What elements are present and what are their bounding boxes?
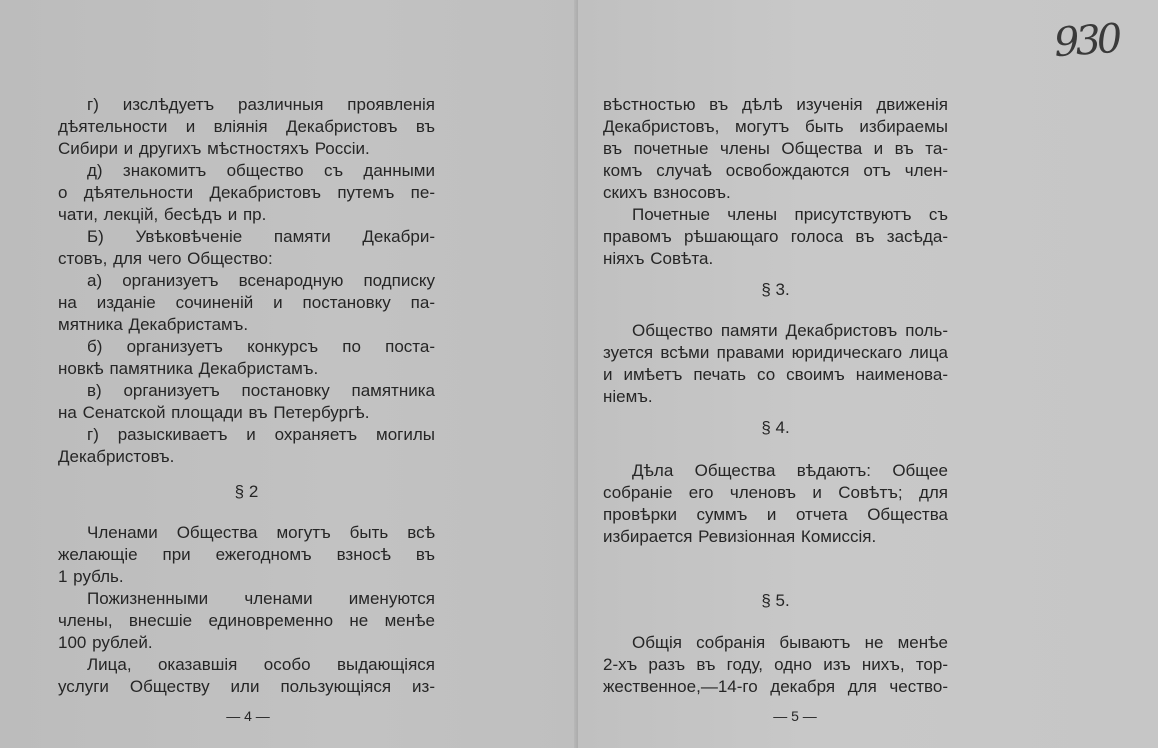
- text-line: 100 рублей.: [58, 633, 153, 652]
- text-line: жественное,—14-го декабря для чество-: [603, 677, 948, 696]
- text-line: Почетные члены присутствуютъ съ: [632, 205, 948, 224]
- text-line: д) знакомитъ общество съ данными: [87, 161, 435, 180]
- archive-mark: 930: [1052, 15, 1120, 67]
- text-line: избирается Ревизіонная Комиссія.: [603, 527, 877, 546]
- page-number: — 5 —: [773, 708, 817, 724]
- text-line: комъ случаѣ освобождаются отъ член-: [603, 161, 948, 180]
- section-heading-3: § 3.: [761, 280, 790, 299]
- text-line: члены, внесшіе единовременно не менѣе: [58, 611, 435, 630]
- text-line: на изданіе сочиненій и постановку па-: [58, 293, 435, 312]
- text-line: на Сенатской площади въ Петербургѣ.: [58, 403, 370, 422]
- text-line: Общество памяти Декабристовъ поль-: [632, 321, 948, 340]
- text-line: б) организуетъ конкурсъ по поста-: [87, 337, 435, 356]
- text-line: Б) Увѣковѣченіе памяти Декабри-: [87, 227, 435, 246]
- text-line: желающіе при ежегодномъ взносѣ въ: [58, 545, 435, 564]
- section-heading-2: § 2: [234, 482, 259, 501]
- right-page: [578, 0, 1158, 748]
- text-line: 2-хъ разъ въ году, одно изъ нихъ, тор-: [603, 655, 948, 674]
- text-line: Лица, оказавшія особо выдающіяся: [87, 655, 435, 674]
- text-line: ніемъ.: [603, 387, 653, 406]
- section-heading-4: § 4.: [761, 418, 790, 437]
- text-line: г) разыскиваетъ и охраняетъ могилы: [87, 425, 435, 444]
- text-line: в) организуетъ постановку памятника: [87, 381, 435, 400]
- text-line: и имѣетъ печать со своимъ наименова-: [603, 365, 948, 384]
- text-line: Членами Общества могутъ быть всѣ: [87, 523, 435, 542]
- text-line: скихъ взносовъ.: [603, 183, 731, 202]
- text-line: о дѣятельности Декабристовъ путемъ пе-: [58, 183, 435, 202]
- text-line: чати, лекцій, бесѣдъ и пр.: [58, 205, 267, 224]
- text-line: г) изслѣдуетъ различныя проявленія: [87, 95, 435, 114]
- section-heading-5: § 5.: [761, 591, 790, 610]
- text-line: Декабристовъ, могутъ быть избираемы: [603, 117, 948, 136]
- text-line: Пожизненными членами именуются: [87, 589, 435, 608]
- text-line: зуется всѣми правами юридическаго лица: [603, 343, 948, 362]
- text-line: собраніе его членовъ и Совѣтъ; для: [603, 483, 948, 502]
- left-page-text: [58, 94, 435, 698]
- text-line: Общія собранія бываютъ не менѣе: [632, 633, 948, 652]
- text-line: а) организуетъ всенародную подписку: [87, 271, 435, 290]
- text-line: вѣстностью въ дѣлѣ изученія движенія: [603, 95, 948, 114]
- text-line: Дѣла Общества вѣдаютъ: Общее: [632, 461, 948, 480]
- page-number: — 4 —: [226, 708, 270, 724]
- text-line: новкѣ памятника Декабристамъ.: [58, 359, 319, 378]
- text-line: услуги Обществу или пользующіяся из-: [58, 677, 435, 696]
- text-line: дѣятельности и вліянія Декабристовъ въ: [58, 117, 435, 136]
- left-page: [0, 0, 578, 748]
- text-line: мятника Декабристамъ.: [58, 315, 249, 334]
- text-line: провѣрки суммъ и отчета Общества: [603, 505, 948, 524]
- text-line: Сибири и другихъ мѣстностяхъ Россіи.: [58, 139, 370, 158]
- text-line: стовъ, для чего Общество:: [58, 249, 273, 268]
- text-line: Декабристовъ.: [58, 447, 175, 466]
- text-line: правомъ рѣшающаго голоса въ засѣда-: [603, 227, 948, 246]
- right-page-text: [603, 94, 948, 698]
- text-line: 1 рубль.: [58, 567, 124, 586]
- text-line: ніяхъ Совѣта.: [603, 249, 714, 268]
- text-line: въ почетные члены Общества и въ та-: [603, 139, 948, 158]
